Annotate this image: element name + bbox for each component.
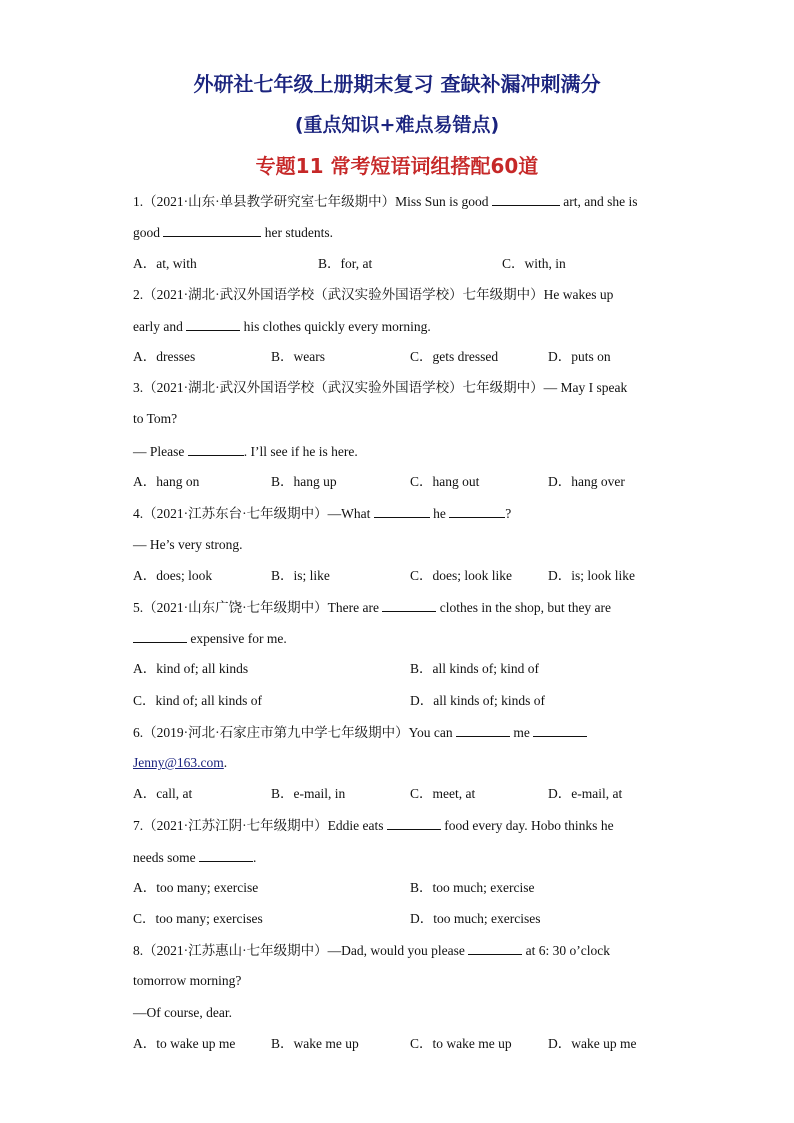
question-1-text-3: good <box>133 225 160 240</box>
question-4-text: 4.（2021·江苏东台·七年级期中）—What <box>133 506 371 521</box>
question-6-text-2: me <box>513 725 530 740</box>
option-b[interactable]: B．all kinds of; kind of <box>410 661 539 676</box>
option-d[interactable]: D．all kinds of; kinds of <box>410 693 545 708</box>
question-3-text-2: to Tom? <box>133 411 178 426</box>
answer-blank[interactable] <box>449 505 505 518</box>
question-8-line-2 <box>133 973 241 989</box>
option-d[interactable]: D．puts on <box>548 349 611 364</box>
question-6-line-2 <box>133 755 227 771</box>
option-c[interactable]: C．hang out <box>410 474 480 489</box>
email-link[interactable]: Jenny@163.com <box>133 755 224 770</box>
question-1-line-1 <box>133 193 638 210</box>
answer-blank[interactable] <box>163 224 261 237</box>
question-5-line-1 <box>133 599 611 616</box>
question-4-text-4: — He’s very strong. <box>133 537 243 552</box>
question-5-line-2 <box>133 630 287 647</box>
question-7-text-2: food every day. Hobo thinks he <box>444 818 614 833</box>
option-a[interactable]: A．does; look <box>133 568 213 583</box>
answer-blank[interactable] <box>492 193 560 206</box>
answer-blank[interactable] <box>382 599 436 612</box>
answer-blank[interactable] <box>188 443 244 456</box>
title-main: 外研社七年级上册期末复习 查缺补漏冲刺满分 <box>193 72 601 96</box>
answer-blank[interactable] <box>186 318 240 331</box>
option-b[interactable]: B．is; like <box>271 568 330 583</box>
question-2-line-1 <box>133 287 613 303</box>
option-d[interactable]: D．too much; exercises <box>410 911 541 926</box>
answer-blank[interactable] <box>133 630 187 643</box>
option-b[interactable]: B．wake me up <box>271 1036 359 1051</box>
question-8-text-3: tomorrow morning? <box>133 973 242 988</box>
question-4-line-1 <box>133 505 511 522</box>
question-3-line-1 <box>133 380 627 396</box>
option-d[interactable]: D．wake up me <box>548 1036 637 1051</box>
option-c[interactable]: C．gets dressed <box>410 349 499 364</box>
option-b[interactable]: B．too much; exercise <box>410 880 535 895</box>
question-5-text-3: expensive for me. <box>190 631 287 646</box>
question-8-text: 8.（2021·江苏惠山·七年级期中）—Dad, would you please <box>133 943 465 958</box>
option-b[interactable]: B．for, at <box>318 256 373 271</box>
question-7-line-1 <box>133 817 614 834</box>
question-1-text-2: art, and she is <box>563 194 638 209</box>
option-d[interactable]: D．hang over <box>548 474 625 489</box>
question-3-text-4: . I’ll see if he is here. <box>243 444 358 459</box>
question-4-text-3: ? <box>505 506 512 521</box>
question-3-text-3: — Please <box>133 444 185 459</box>
option-c[interactable]: C．with, in <box>502 256 566 271</box>
option-a[interactable]: A．hang on <box>133 474 200 489</box>
option-a[interactable]: A．too many; exercise <box>133 880 259 895</box>
question-6-line-1 <box>133 724 587 741</box>
question-3-line-3 <box>133 443 358 460</box>
question-7-text: 7.（2021·江苏江阴·七年级期中）Eddie eats <box>133 818 384 833</box>
question-8-line-1 <box>133 942 610 959</box>
question-3-line-2 <box>133 411 177 427</box>
option-c[interactable]: C．too many; exercises <box>133 911 263 926</box>
question-4-line-2 <box>133 537 242 553</box>
question-3-text: 3.（2021·湖北·武汉外国语学校（武汉实验外国语学校）七年级期中）— May I speak <box>133 380 628 395</box>
title-topic: 专题11 常考短语词组搭配60道 <box>255 154 539 178</box>
question-5-text: 5.（2021·山东广饶·七年级期中）There are <box>133 600 379 615</box>
answer-blank[interactable] <box>387 817 441 830</box>
option-a[interactable]: A．dresses <box>133 349 196 364</box>
question-1-line-2 <box>133 224 333 241</box>
question-1-text-4: her students. <box>264 225 333 240</box>
title-subtitle: (重点知识+难点易错点) <box>294 114 500 136</box>
option-a[interactable]: A．call, at <box>133 786 193 801</box>
option-b[interactable]: B．wears <box>271 349 325 364</box>
question-7-line-2 <box>133 849 256 866</box>
answer-blank[interactable] <box>468 942 522 955</box>
option-c[interactable]: C．to wake me up <box>410 1036 512 1051</box>
option-c[interactable]: C．does; look like <box>410 568 512 583</box>
question-2-text: 2.（2021·湖北·武汉外国语学校（武汉实验外国语学校）七年级期中）He wakes up <box>133 287 614 302</box>
answer-blank[interactable] <box>533 724 587 737</box>
option-b[interactable]: B．e-mail, in <box>271 786 346 801</box>
option-a[interactable]: A．kind of; all kinds <box>133 661 249 676</box>
answer-blank[interactable] <box>374 505 430 518</box>
option-c[interactable]: C．meet, at <box>410 786 476 801</box>
question-2-text-3: his clothes quickly every morning. <box>243 319 431 334</box>
option-d[interactable]: D．is; look like <box>548 568 635 583</box>
question-6-text-3: . <box>223 755 228 770</box>
question-1-text: 1.（2021·山东·单县教学研究室七年级期中）Miss Sun is good <box>133 194 489 209</box>
question-7-text-3: needs some <box>133 850 196 865</box>
question-2-line-2 <box>133 318 431 335</box>
option-c[interactable]: C．kind of; all kinds of <box>133 693 262 708</box>
question-8-text-4: —Of course, dear. <box>133 1005 232 1020</box>
question-8-line-3 <box>133 1005 232 1021</box>
answer-blank[interactable] <box>199 849 253 862</box>
answer-blank[interactable] <box>456 724 510 737</box>
option-b[interactable]: B．hang up <box>271 474 337 489</box>
question-6-text: 6.（2019·河北·石家庄市第九中学七年级期中）You can <box>133 725 453 740</box>
option-d[interactable]: D．e-mail, at <box>548 786 623 801</box>
question-4-text-2: he <box>433 506 446 521</box>
option-a[interactable]: A．to wake up me <box>133 1036 236 1051</box>
option-a[interactable]: A．at, with <box>133 256 197 271</box>
question-5-text-2: clothes in the shop, but they are <box>439 600 612 615</box>
question-2-text-2: early and <box>133 319 183 334</box>
question-8-text-2: at 6: 30 o’clock <box>525 943 610 958</box>
question-7-text-4: . <box>252 850 257 865</box>
